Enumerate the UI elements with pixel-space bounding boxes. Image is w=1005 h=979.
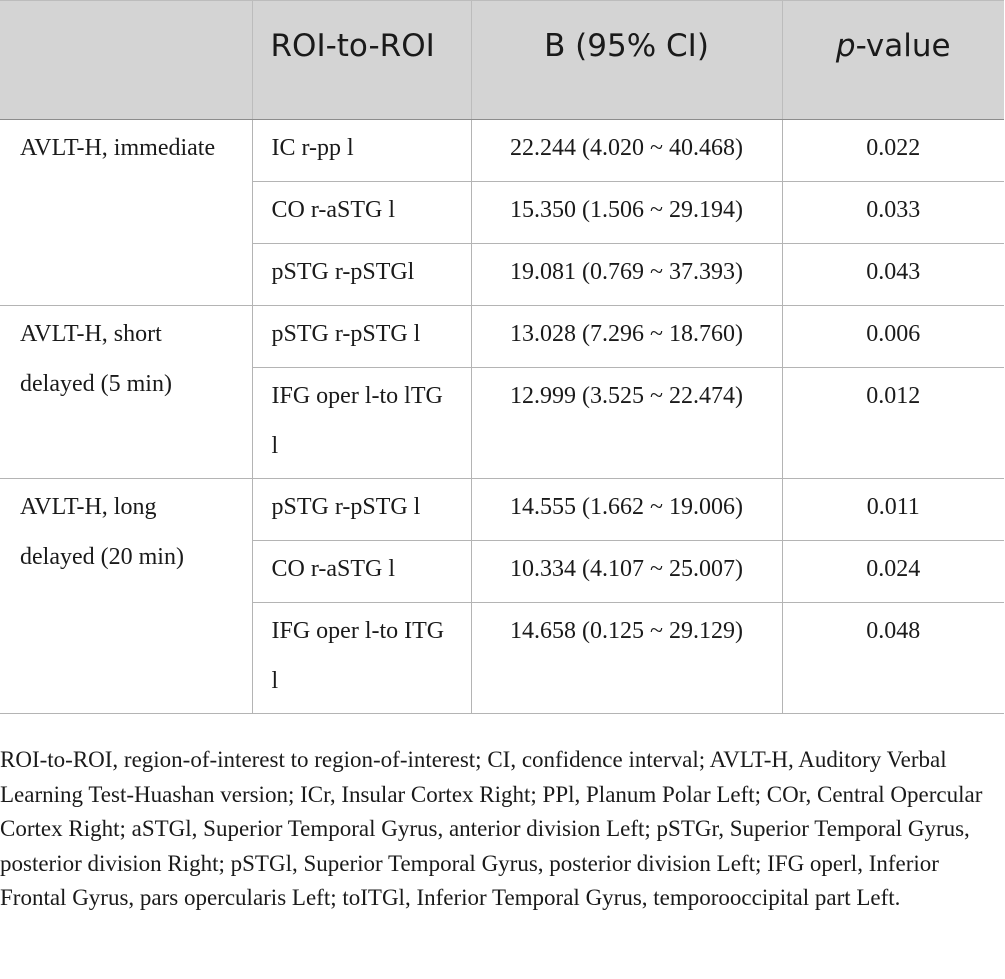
- b-ci-cell: 19.081 (0.769 ~ 37.393): [471, 244, 782, 306]
- header-p-italic: p: [835, 28, 856, 64]
- header-p-value: [782, 1, 1004, 120]
- header-row: [0, 1, 1004, 120]
- p-value-cell: 0.033: [782, 182, 1004, 244]
- b-ci-cell: 14.658 (0.125 ~ 29.129): [471, 603, 782, 714]
- p-value-cell: 0.043: [782, 244, 1004, 306]
- b-ci-cell: 15.350 (1.506 ~ 29.194): [471, 182, 782, 244]
- b-ci-cell: 14.555 (1.662 ~ 19.006): [471, 479, 782, 541]
- b-ci-cell: 10.334 (4.107 ~ 25.007): [471, 541, 782, 603]
- roi-cell: CO r-aSTG l: [252, 182, 471, 244]
- table-row: [0, 479, 1004, 541]
- p-value-cell: 0.012: [782, 368, 1004, 479]
- group-label-short-delayed: AVLT-H, short delayed (5 min): [0, 306, 252, 479]
- p-value-cell: 0.006: [782, 306, 1004, 368]
- roi-cell: pSTG r-pSTG l: [252, 306, 471, 368]
- p-value-cell: 0.011: [782, 479, 1004, 541]
- p-value-cell: 0.024: [782, 541, 1004, 603]
- roi-cell: IC r-pp l: [252, 120, 471, 182]
- b-ci-cell: 13.028 (7.296 ~ 18.760): [471, 306, 782, 368]
- table-row: [0, 306, 1004, 368]
- header-p-rest: -value: [855, 28, 951, 64]
- header-b-ci: B (95% CI): [471, 1, 782, 120]
- table-footnote: ROI-to-ROI, region-of-interest to region-of-interest; CI, confidence interval; AVLT-H, Auditory Verbal Learning Test-Huashan version; ICr, Insular Cortex Right; PPl, Planum Polar Left; COr, Central Opercular Cortex Right; aSTGl, Superior Temporal Gyrus, anterior division Left; pSTGr, Superior Temporal Gyrus, posterior division Right; pSTGl, Superior Temporal Gyrus, posterior division Left; IFG operl, Inferior Frontal Gyrus, pars opercularis Left; toITGl, Inferior Temporal Gyrus, temporooccipital part Left.: [0, 747, 983, 910]
- group-label-immediate: AVLT-H, immediate: [0, 120, 252, 306]
- header-roi-to-roi: ROI-to-ROI: [252, 1, 471, 120]
- p-value-cell: 0.022: [782, 120, 1004, 182]
- roi-cell: IFG oper l-to lTG l: [252, 368, 471, 479]
- group-label-long-delayed: AVLT-H, long delayed (20 min): [0, 479, 252, 714]
- roi-cell: CO r-aSTG l: [252, 541, 471, 603]
- roi-cell: pSTG r-pSTG l: [252, 479, 471, 541]
- b-ci-cell: 22.244 (4.020 ~ 40.468): [471, 120, 782, 182]
- header-blank: [0, 1, 252, 120]
- b-ci-cell: 12.999 (3.525 ~ 22.474): [471, 368, 782, 479]
- roi-cell: IFG oper l-to ITG l: [252, 603, 471, 714]
- roi-cell: pSTG r-pSTGl: [252, 244, 471, 306]
- p-value-cell: 0.048: [782, 603, 1004, 714]
- table-row: [0, 120, 1004, 182]
